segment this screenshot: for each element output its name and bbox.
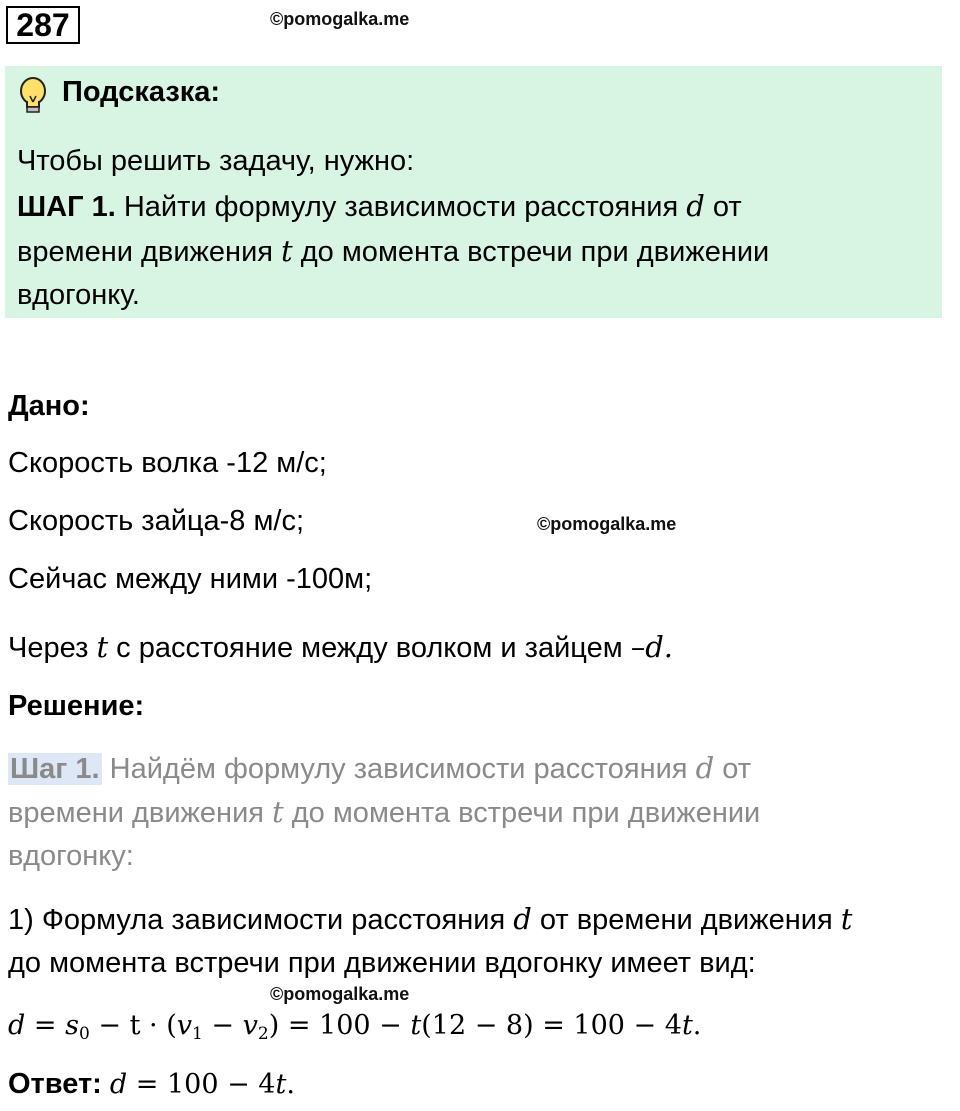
hint-step-line-1 — [17, 189, 742, 224]
given-text: с расстояние между волком и зайцем — [116, 632, 623, 664]
subscript: 1 — [192, 1024, 203, 1044]
solution-step-line-3: вдогонку: — [8, 840, 134, 872]
var-d: d — [109, 1069, 128, 1100]
answer-line — [8, 1068, 295, 1101]
var-t: t — [681, 1010, 693, 1041]
solution-text: до момента встречи при движении — [291, 797, 761, 829]
hint-step-line-3: вдогонку. — [17, 279, 140, 311]
solution-text: от — [722, 753, 751, 785]
var-t: t — [275, 1069, 287, 1100]
hint-text: от — [712, 191, 742, 223]
given-heading: Дано: — [8, 390, 90, 422]
formula-part: − t · ( — [98, 1010, 177, 1041]
hint-text: до момента встречи при движении — [300, 236, 770, 268]
solution-text: 1) Формула зависимости расстояния — [8, 904, 506, 936]
var-d: d — [695, 751, 715, 785]
answer-part: = 100 − 4 — [135, 1069, 276, 1100]
var-t: t — [410, 1010, 422, 1041]
formula — [8, 1010, 701, 1044]
var-s: s — [65, 1010, 79, 1041]
var-t: t — [272, 795, 284, 829]
given-line-3: Сейчас между ними -100м; — [8, 563, 373, 595]
solution-paragraph-2: до момента встречи при движении вдогонку имеет вид: — [8, 947, 756, 979]
formula-part: . — [692, 1010, 702, 1041]
solution-step-label: Шаг 1. — [10, 753, 100, 785]
solution-step-line-1 — [8, 751, 751, 786]
var-d: d — [513, 902, 532, 936]
answer-part: . — [286, 1069, 295, 1100]
subscript: 2 — [257, 1024, 269, 1044]
solution-paragraph-1 — [8, 902, 852, 937]
var-v1: v — [176, 1010, 192, 1041]
hint-title: Подсказка: — [62, 76, 221, 108]
given-text: Через — [8, 632, 89, 664]
given-line-2: Скорость зайца-8 м/с; — [8, 505, 305, 537]
watermark-bottom: ©pomogalka.me — [270, 984, 410, 1004]
solution-text: времени движения — [8, 797, 264, 829]
hint-step-line-2 — [17, 234, 769, 269]
var-t: t — [96, 630, 109, 664]
var-t: t — [281, 234, 293, 268]
hint-text: Найти формулу зависимости расстояния — [123, 191, 679, 223]
formula-part: = — [33, 1010, 57, 1041]
solution-text: от времени движения — [539, 904, 833, 936]
var-d: d — [686, 189, 705, 223]
var-v2: v — [242, 1010, 258, 1041]
problem-number: 287 — [6, 6, 80, 44]
watermark-middle: ©pomogalka.me — [537, 514, 677, 534]
formula-part: − — [211, 1010, 235, 1041]
var-d: d — [8, 1010, 26, 1041]
hint-text: времени движения — [17, 236, 273, 268]
var-t: t — [840, 902, 853, 936]
formula-part: ) = 100 − — [268, 1010, 402, 1041]
hint-intro: Чтобы решить задачу, нужно: — [17, 145, 415, 177]
formula-part: (12 − 8) = 100 − 4 — [421, 1010, 682, 1041]
solution-heading: Решение: — [8, 690, 145, 722]
answer-label: Ответ: — [8, 1068, 102, 1100]
solution-step-line-2 — [8, 795, 760, 830]
given-line-4 — [8, 630, 673, 665]
var-d: –d. — [630, 630, 673, 664]
given-line-1: Скорость волка -12 м/с; — [8, 447, 327, 479]
hint-step-label: ШАГ 1. — [17, 191, 116, 223]
solution-text: Найдём формулу зависимости расстояния — [109, 753, 688, 785]
lightbulb-icon — [16, 76, 50, 116]
watermark-top: ©pomogalka.me — [270, 9, 410, 29]
subscript: 0 — [78, 1024, 90, 1044]
